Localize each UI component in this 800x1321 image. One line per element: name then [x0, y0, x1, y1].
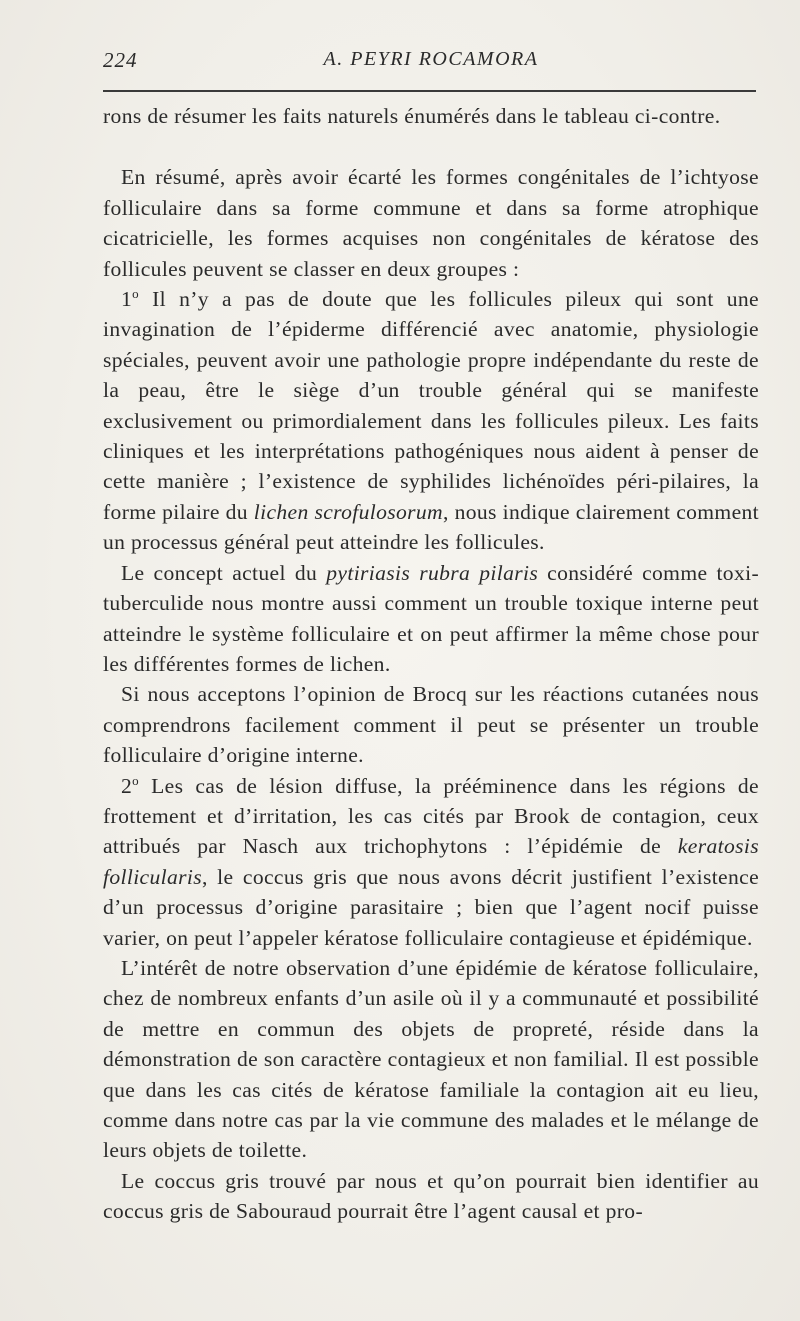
paragraph-text: Il n’y a pas de doute que les follicules pileux qui sont une invagination de l’épiderme différencié avec anatomie, physiologie spéciales, peuvent avoir une pathologie propre indépendante du reste de la peau, être le siège d’un trouble général qui se manifeste exclusivement ou primordialement dans les follicules pileux. Les faits cliniques et les interprétations pathogéniques nous aident à penser de cette manière ; l’existence de syphilides lichénoïdes péri-pilaires, la forme pilaire du: [103, 287, 759, 524]
paragraph-text: Le concept actuel du: [121, 560, 327, 585]
paragraph-text: Les cas de lésion diffuse, la prééminence dans les régions de frottement et d’irritation, les cas cités par Brook de contagion, ceux attribués par Nasch aux trichophytons : l’épidémie de: [103, 773, 759, 859]
paragraph-group-1: [103, 284, 759, 558]
paragraph-continuation: rons de résumer les faits naturels énumérés dans le tableau ci-contre.: [103, 104, 721, 128]
paragraph-group-2: [103, 771, 759, 953]
body-text: [103, 101, 759, 1227]
paragraph-text: , le coccus gris que nous avons décrit justifient l’existence d’un processus d’origine parasitaire ; bien que l’agent nocif puisse varier, on peut l’appeler kératose folliculaire contagieuse et épidémique.: [103, 864, 759, 950]
italic-term: lichen scrofulosorum: [253, 499, 444, 524]
paragraph-pytiriasis: [103, 558, 759, 680]
ordinal-marker: o: [132, 285, 140, 301]
paragraph-observation: L’intérêt de notre observation d’une épidémie de kératose folliculaire, chez de nombreux enfants d’un asile où il y a communauté et possibilité de mettre en commun des objets de propreté, réside dans la démonstration de son caractère contagieux et non familial. Il est possible que dans les cas cités de kératose familiale la contagion ait eu lieu, comme dans notre cas par la vie commune des malades et le mélange de leurs objets de toilette.: [103, 955, 759, 1163]
italic-term: pytiriasis rubra pilaris: [326, 560, 539, 585]
list-number: 2: [121, 773, 133, 798]
paragraph-text: considéré comme toxi-tuberculide nous montre aussi comment un trouble toxique interne peut atteindre le système folliculaire et on peut affirmer la même chose pour les différentes formes de lichen.: [103, 560, 759, 676]
ordinal-marker: o: [132, 772, 140, 788]
paragraph-brocq: Si nous acceptons l’opinion de Brocq sur les réactions cutanées nous comprendrons facilement comment il peut se présenter un trouble folliculaire d’origine interne.: [103, 682, 759, 768]
header-rule: [103, 90, 756, 92]
page-number: 224: [103, 48, 138, 72]
running-head: A. PEYRI ROCAMORA: [323, 48, 539, 70]
paragraph-coccus: Le coccus gris trouvé par nous et qu’on pourrait bien identifier au coccus gris de Sabouraud pourrait être l’agent causal et pro-: [103, 1168, 759, 1224]
paragraph-summary: En résumé, après avoir écarté les formes congénitales de l’ichtyose folliculaire dans sa forme commune et dans sa forme atrophique cicatricielle, les formes acquises non congénitales de kératose des follicules peuvent se classer en deux groupes :: [103, 165, 759, 281]
italic-term: keratosis follicularis: [103, 834, 759, 889]
page-header: [103, 48, 759, 78]
list-number: 1: [121, 287, 133, 312]
paragraph-text: , nous indique clairement comment un processus général peut atteindre les follicules.: [103, 499, 760, 555]
